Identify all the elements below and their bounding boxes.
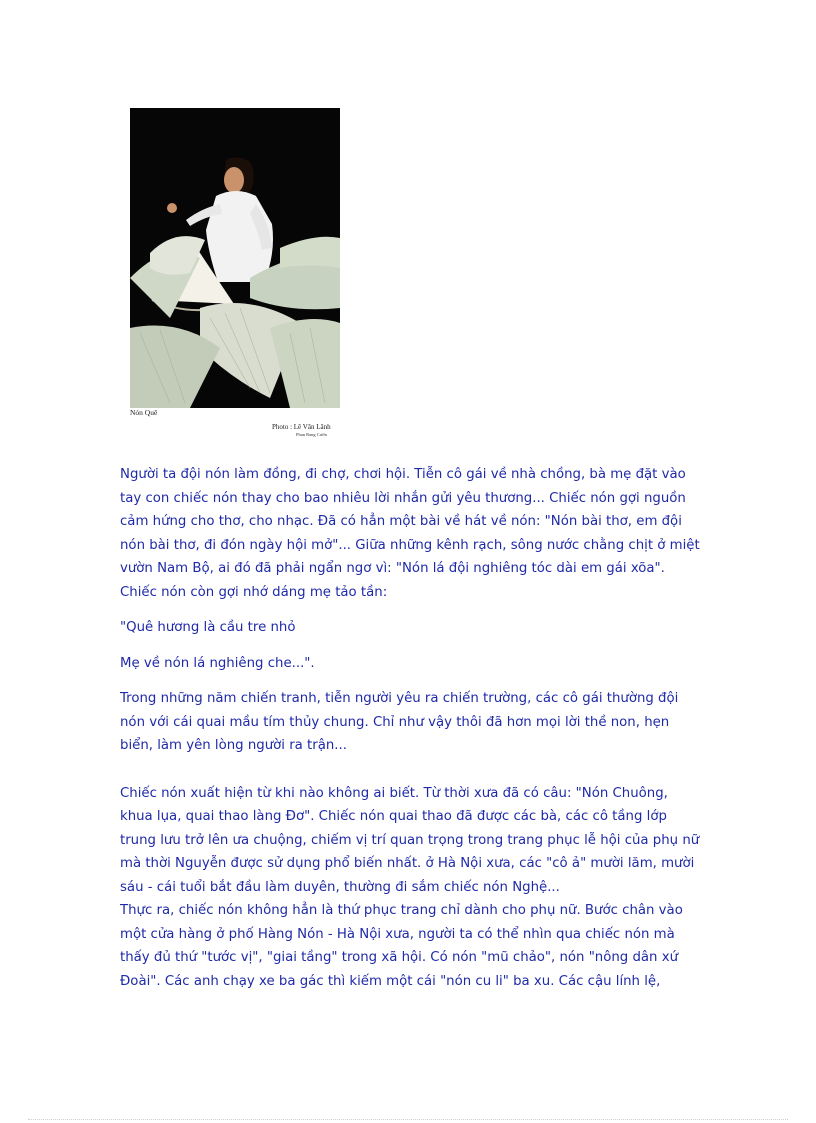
- verse-line: Mẹ về nón lá nghiêng che...".: [120, 655, 315, 671]
- conical-hats-photo: [130, 108, 340, 408]
- paragraph: Chiếc nón xuất hiện từ khi nào không ai biết. Từ thời xưa đã có câu: "Nón Chuông, khua lụa, quai thao làng Đơ". Chiếc nón quai thao đã được các bà, các cô tầng lớp trung lưu trở lên ưa chuộng, chiếm vị trí quan trọng trong trang phục lễ hội của phụ nữ mà thời Nguyễn được sử dụng phổ biến nhất. ở Hà Nội xưa, các "cô ả" mười lăm, mười sáu - cái tuổi bắt đầu làm duyên, thường đi sắm chiếc nón Nghệ...: [120, 785, 700, 895]
- page-bottom-divider: [28, 1119, 788, 1120]
- article-body: [120, 463, 700, 993]
- photo-illustration: [130, 108, 340, 408]
- paragraph: Trong những năm chiến tranh, tiễn người yêu ra chiến trường, các cô gái thường đội nón với cái quai mầu tím thủy chung. Chỉ như vậy thôi đã hơn mọi lời thề non, hẹn biển, làm yên lòng người ra trận...: [120, 691, 679, 753]
- photo-caption-title: Nón Quê: [130, 408, 158, 417]
- verse-line: "Quê hương là cầu tre nhỏ: [120, 620, 296, 635]
- paragraph: Người ta đội nón làm đồng, đi chợ, chơi hội. Tiễn cô gái về nhà chồng, bà mẹ đặt vào tay con chiếc nón thay cho bao nhiêu lời nhắn gửi yêu thương... Chiếc nón gợi nguồn cảm hứng cho thơ, cho nhạc. Đã có hẳn một bài về hát về nón: "Nón bài thơ, em đội nón bài thơ, đi đón ngày hội mở"... Giữa những kênh rạch, sông nước chằng chịt ở miệt vườn Nam Bộ, ai đó đã phải ngẩn ngơ vì: "Nón lá đội nghiêng tóc dài em gái xõa". Chiếc nón còn gợi nhớ dáng mẹ tảo tần:: [120, 467, 700, 600]
- photo-credit-location: Phan Rang Cườn: [296, 432, 327, 437]
- paragraph: Thực ra, chiếc nón không hẳn là thứ phục trang chỉ dành cho phụ nữ. Bước chân vào một cửa hàng ở phố Hàng Nón - Hà Nội xưa, người ta có thể nhìn qua chiếc nón mà thấy đủ thứ "tước vị", "giai tầng" trong xã hội. Có nón "mũ chảo", nón "nông dân xứ Đoài". Các anh chạy xe ba gác thì kiếm một cái "nón cu li" ba xu. Các cậu lính lệ,: [120, 903, 683, 989]
- figure: [130, 108, 342, 408]
- photo-credit: Photo : Lê Văn Lãnh: [272, 423, 331, 431]
